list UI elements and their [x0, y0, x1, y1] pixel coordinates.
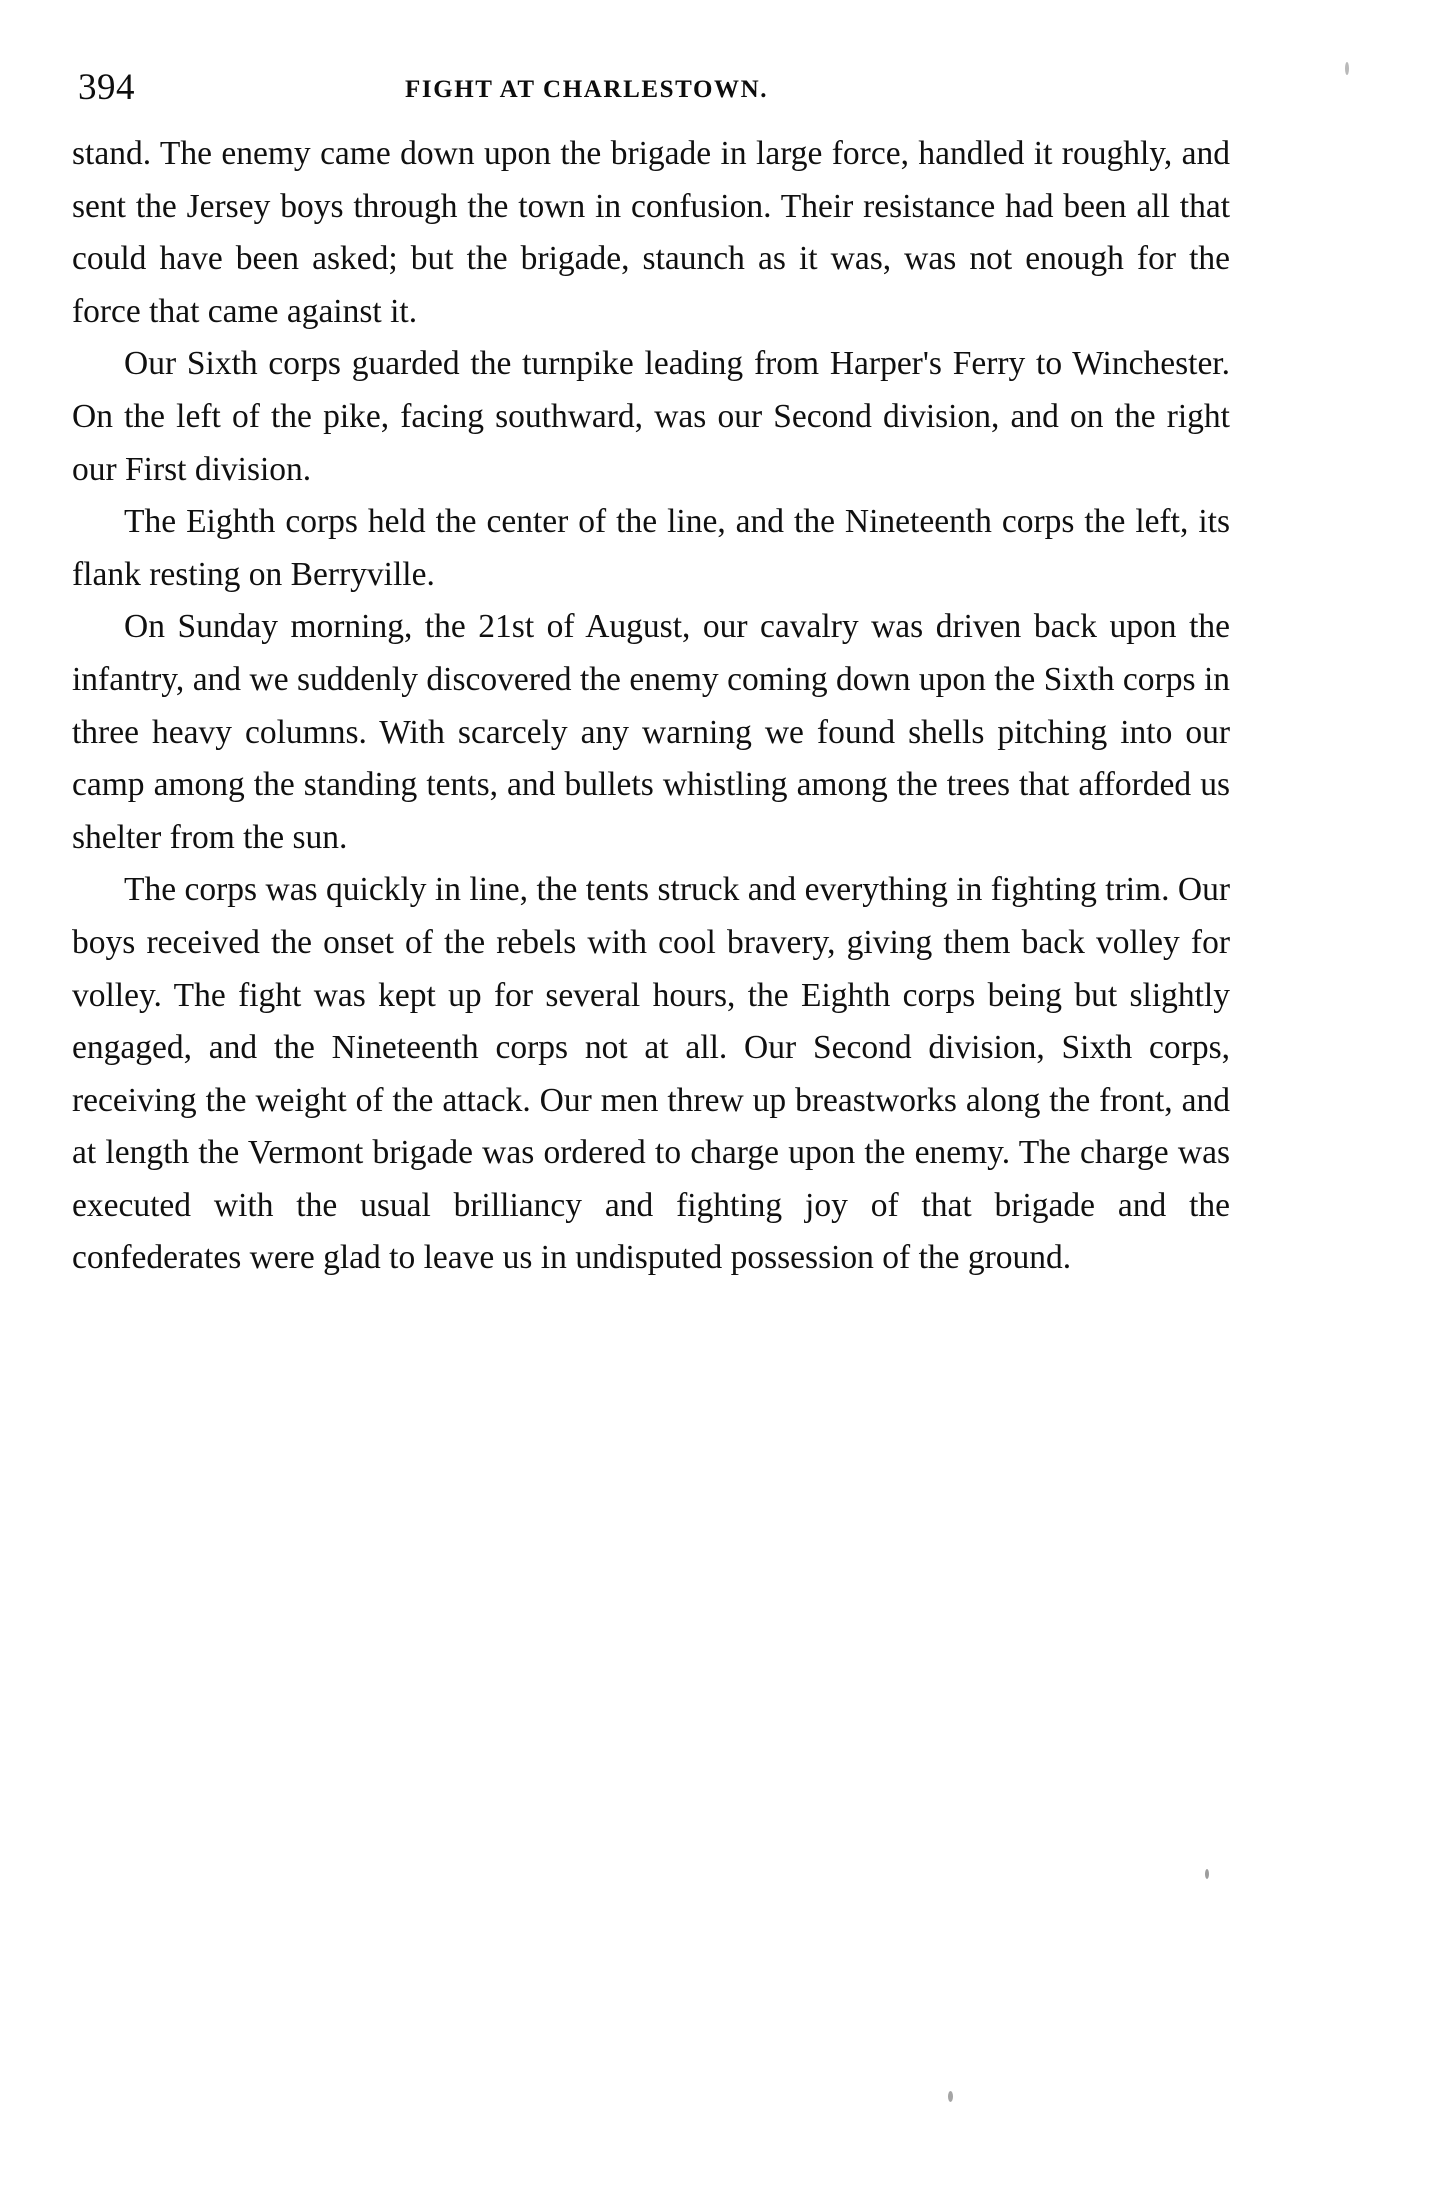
scan-speck [1205, 1869, 1209, 1879]
page-number: 394 [78, 67, 135, 108]
scan-speck [1345, 62, 1349, 75]
paragraph: The corps was quickly in line, the tents struck and everything in fighting trim. Our boys received the onset of the rebels with cool bravery, giving them back volley for volley. The fight was kept up for several hours, the Eighth corps being but slightly engaged, and the Nineteenth corps not at all. Our Second division, Sixth corps, receiving the weight of the attack. Our men threw up breastworks along the front, and at length the Vermont brigade was ordered to charge upon the enemy. The charge was executed with the usual brilliancy and fighting joy of that brigade and the confederates were glad to leave us in undisputed possession of the ground. [72, 871, 1230, 1277]
page-header [0, 38, 1435, 108]
paragraph: Our Sixth corps guarded the turnpike leading from Harper's Ferry to Winchester. On the left of the pike, facing southward, was our Second division, and on the right our First division. [72, 345, 1230, 488]
paragraph: The Eighth corps held the center of the line, and the Nineteenth corps the left, its flank resting on Berryville. [72, 503, 1230, 593]
scan-speck [948, 2091, 953, 2102]
paragraph: On Sunday morning, the 21st of August, our cavalry was driven back upon the infantry, and we suddenly discovered the enemy coming down upon the Sixth corps in three heavy columns. With scarcely any warning we found shells pitching into our camp among the standing tents, and bullets whistling among the trees that afforded us shelter from the sun. [72, 608, 1230, 856]
paragraph: stand. The enemy came down upon the brigade in large force, handled it roughly, and sent the Jersey boys through the town in confusion. Their resistance had been all that could have been asked; but the brigade, staunch as it was, was not enough for the force that came against it. [72, 135, 1230, 330]
running-head: FIGHT AT CHARLESTOWN. [405, 76, 769, 103]
body-text [72, 128, 1230, 1285]
